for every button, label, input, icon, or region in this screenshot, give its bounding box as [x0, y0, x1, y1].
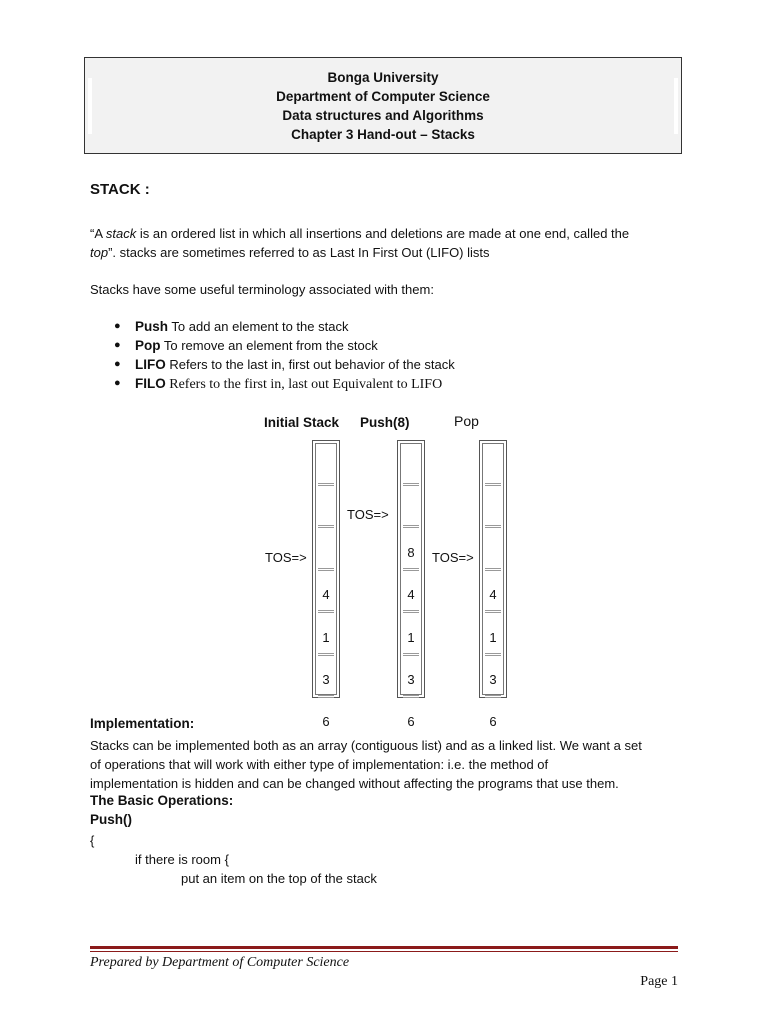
- course-name: Data structures and Algorithms: [282, 107, 484, 123]
- stack-cells: [315, 443, 337, 730]
- stack-cell: 4: [403, 571, 419, 613]
- implementation-title: Implementation:: [90, 716, 195, 731]
- stack-cell: 8: [403, 529, 419, 571]
- list-item: [114, 317, 455, 336]
- implementation-line-2: of operations that will work with either type of implementation: i.e. the method of: [90, 757, 549, 772]
- bullet-term: FILO: [135, 376, 166, 391]
- basic-operations-title: The Basic Operations:: [90, 793, 234, 808]
- stack-cell: [485, 444, 501, 486]
- definition-line-1: [90, 224, 629, 243]
- definition-stack-word: stack: [105, 226, 137, 241]
- stack-cell: [485, 486, 501, 528]
- bullet-icon: ●: [114, 320, 121, 332]
- bullet-desc: To add an element to the stack: [168, 319, 349, 334]
- pop-stack-column: [479, 440, 507, 730]
- tos-label-initial: TOS=>: [265, 550, 307, 565]
- stack-cells: [400, 443, 422, 730]
- stack-cell: 6: [489, 714, 497, 730]
- bullet-term: Pop: [135, 338, 161, 353]
- implementation-line-3: implementation is hidden and can be changed without affecting the programs that use them.: [90, 776, 619, 791]
- stack-cell: [318, 444, 334, 486]
- bullet-term: Push: [135, 319, 169, 334]
- list-item: [114, 374, 455, 393]
- stack-cell: 3: [403, 656, 419, 698]
- definition-rest-1: is an ordered list in which all insertions and deletions are made at one end, called the: [136, 226, 630, 241]
- stack-cell: 6: [407, 714, 415, 730]
- stack-cell: 3: [485, 656, 501, 698]
- bullet-icon: ●: [114, 377, 121, 389]
- stack-cell: 1: [485, 614, 501, 656]
- stack-cells: [482, 443, 504, 730]
- bullet-term: LIFO: [135, 357, 166, 372]
- initial-stack-column: [312, 440, 340, 730]
- bullet-desc: Refers to the last in, first out behavior of the stack: [165, 357, 455, 372]
- push-stack-column: [397, 440, 425, 730]
- code-open-brace: {: [90, 833, 95, 848]
- initial-stack-label: Initial Stack: [264, 415, 340, 430]
- definition-open: “A: [90, 226, 106, 241]
- stack-cell: [318, 486, 334, 528]
- stack-cell: 4: [485, 571, 501, 613]
- department-name: Department of Computer Science: [276, 88, 490, 104]
- definition-top-word: top: [90, 245, 109, 260]
- stack-cell: 3: [318, 656, 334, 698]
- university-name: Bonga University: [327, 69, 439, 85]
- footer-rule-thick: [90, 946, 678, 949]
- bullet-desc: To remove an element from the stock: [160, 338, 378, 353]
- pop-label: Pop: [454, 413, 479, 429]
- stack-cell: 1: [318, 614, 334, 656]
- stack-cell: [403, 444, 419, 486]
- stack-section-title: STACK :: [90, 181, 150, 198]
- chapter-title: Chapter 3 Hand-out – Stacks: [291, 126, 475, 142]
- definition-rest-2: ”. stacks are sometimes referred to as Last In First Out (LIFO) lists: [108, 245, 490, 260]
- footer-text: Prepared by Department of Computer Science: [90, 955, 350, 970]
- tos-label-push: TOS=>: [347, 507, 389, 522]
- document-header: [84, 57, 682, 154]
- stack-cell: 1: [403, 614, 419, 656]
- implementation-line-1: Stacks can be implemented both as an array (contiguous list) and as a linked list. We want a set: [90, 738, 642, 753]
- footer-rule-thin: [90, 951, 678, 952]
- list-item: [114, 336, 455, 355]
- terminology-list: [114, 317, 455, 393]
- bullet-icon: ●: [114, 339, 121, 351]
- stack-cell: [318, 529, 334, 571]
- page-number: Page 1: [640, 974, 678, 989]
- stack-cell: 6: [322, 714, 330, 730]
- stack-cell: [403, 486, 419, 528]
- list-item: [114, 355, 455, 374]
- terminology-intro: Stacks have some useful terminology associated with them:: [90, 282, 434, 297]
- code-line-2: put an item on the top of the stack: [181, 871, 377, 886]
- push-label: Push(8): [360, 415, 410, 430]
- bullet-icon: ●: [114, 358, 121, 370]
- stack-cell: [485, 529, 501, 571]
- push-function-name: Push(): [90, 812, 132, 827]
- tos-label-pop: TOS=>: [432, 550, 474, 565]
- stack-cell: 4: [318, 571, 334, 613]
- bullet-desc: Refers to the first in, last out Equivalent to LIFO: [165, 377, 443, 392]
- definition-line-2: [90, 243, 490, 262]
- code-line-1: if there is room {: [135, 852, 229, 867]
